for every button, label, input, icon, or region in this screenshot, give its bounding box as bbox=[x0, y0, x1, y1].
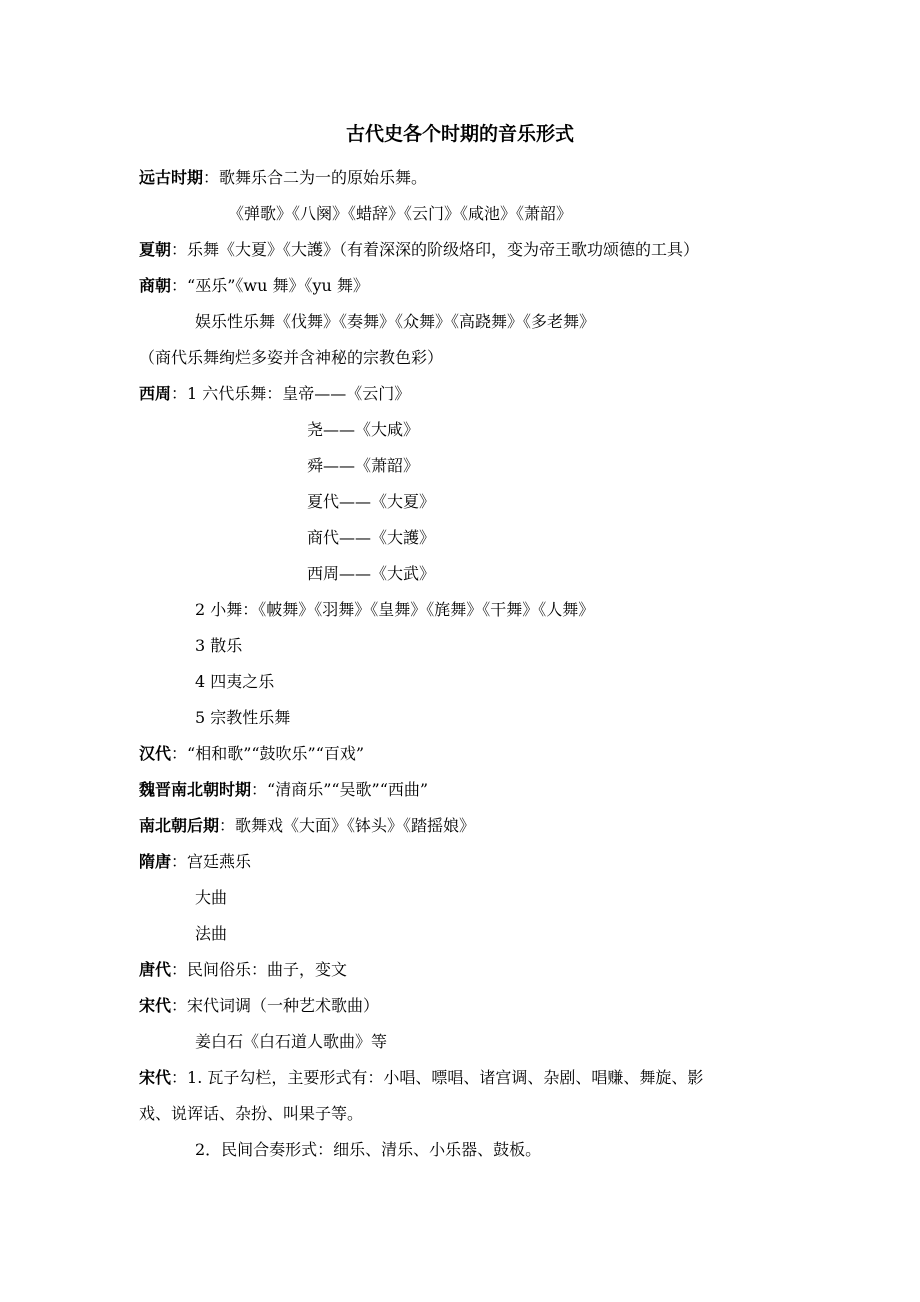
text-line bbox=[195, 706, 290, 730]
text-line bbox=[139, 958, 347, 982]
line-text: 商代——《大護》 bbox=[307, 528, 436, 547]
line-text: 西周——《大武》 bbox=[307, 564, 436, 583]
page-title: 古代史各个时期的音乐形式 bbox=[345, 123, 574, 145]
line-text: 3 散乐 bbox=[195, 636, 243, 655]
text-line bbox=[195, 922, 227, 946]
text-line bbox=[139, 166, 427, 190]
period-label: 夏朝 bbox=[139, 240, 172, 259]
period-label: 远古时期 bbox=[139, 168, 204, 187]
text-line bbox=[139, 994, 379, 1018]
line-text: ：宫廷燕乐 bbox=[171, 852, 252, 871]
line-text: 4 四夷之乐 bbox=[195, 672, 275, 691]
text-line bbox=[195, 310, 595, 334]
text-line bbox=[195, 598, 594, 622]
period-label: 宋代 bbox=[139, 1068, 172, 1087]
line-text: ：“相和歌”“鼓吹乐”“百戏” bbox=[171, 744, 365, 763]
text-line bbox=[195, 1138, 541, 1162]
line-text: ：1. 瓦子勾栏，主要形式有：小唱、嘌唱、诸宫调、杂剧、唱赚、舞旋、影 bbox=[171, 1068, 704, 1087]
line-text: 2 小舞：《帔舞》《羽舞》《皇舞》《旄舞》《干舞》《人舞》 bbox=[195, 600, 595, 619]
line-text: ：民间俗乐：曲子，变文 bbox=[171, 960, 348, 979]
text-line bbox=[307, 562, 435, 586]
line-text: 《弹歌》《八阕》《蜡辞》《云门》《咸池》《萧韶》 bbox=[228, 204, 573, 223]
line-text: 5 宗教性乐舞 bbox=[195, 708, 291, 727]
text-line bbox=[139, 1066, 703, 1090]
text-line bbox=[307, 418, 419, 442]
line-text: （商代乐舞绚烂多姿并含神秘的宗教色彩） bbox=[139, 348, 444, 367]
line-text: 舜——《萧韶》 bbox=[307, 456, 420, 475]
text-line bbox=[139, 850, 251, 874]
line-text: 大曲 bbox=[195, 888, 228, 907]
text-line bbox=[195, 886, 227, 910]
line-text: 法曲 bbox=[195, 924, 228, 943]
period-label: 魏晋南北朝时期 bbox=[139, 780, 252, 799]
period-label: 隋唐 bbox=[139, 852, 172, 871]
period-label: 西周 bbox=[139, 384, 172, 403]
line-text: ：“清商乐”“吴歌”“西曲” bbox=[251, 780, 429, 799]
text-line bbox=[307, 490, 435, 514]
line-text: ：宋代词调（一种艺术歌曲） bbox=[171, 996, 380, 1015]
period-label: 汉代 bbox=[139, 744, 172, 763]
text-line bbox=[228, 202, 572, 226]
period-label: 宋代 bbox=[139, 996, 172, 1015]
line-text: 娱乐性乐舞《伐舞》《奏舞》《众舞》《高跷舞》《多老舞》 bbox=[195, 312, 596, 331]
line-text: ：乐舞《大夏》《大護》（有着深深的阶级烙印，变为帝王歌功颂德的工具） bbox=[171, 240, 700, 259]
text-line bbox=[195, 634, 242, 658]
text-line bbox=[139, 238, 699, 262]
text-line bbox=[139, 814, 475, 838]
line-text: ：“巫乐”《wu 舞》《yu 舞》 bbox=[171, 276, 369, 295]
text-line bbox=[139, 382, 410, 406]
text-line bbox=[139, 778, 428, 802]
text-line bbox=[195, 1030, 387, 1054]
period-label: 南北朝后期 bbox=[139, 816, 220, 835]
text-line bbox=[139, 1102, 363, 1126]
text-line bbox=[195, 670, 274, 694]
line-text: 尧——《大咸》 bbox=[307, 420, 420, 439]
line-text: 戏、说诨话、杂扮、叫果子等。 bbox=[139, 1104, 364, 1123]
period-label: 商朝 bbox=[139, 276, 172, 295]
line-text: 夏代——《大夏》 bbox=[307, 492, 436, 511]
line-text: ：歌舞乐合二为一的原始乐舞。 bbox=[203, 168, 428, 187]
period-label: 唐代 bbox=[139, 960, 172, 979]
text-line bbox=[307, 454, 419, 478]
line-text: ：歌舞戏《大面》《钵头》《踏摇娘》 bbox=[219, 816, 476, 835]
line-text: ：1 六代乐舞：皇帝——《云门》 bbox=[171, 384, 411, 403]
text-line bbox=[139, 742, 364, 766]
text-line bbox=[139, 346, 443, 370]
text-line bbox=[139, 274, 369, 298]
line-text: 2．民间合奏形式：细乐、清乐、小乐器、鼓板。 bbox=[195, 1140, 542, 1159]
text-line bbox=[307, 526, 435, 550]
line-text: 姜白石《白石道人歌曲》等 bbox=[195, 1032, 388, 1051]
